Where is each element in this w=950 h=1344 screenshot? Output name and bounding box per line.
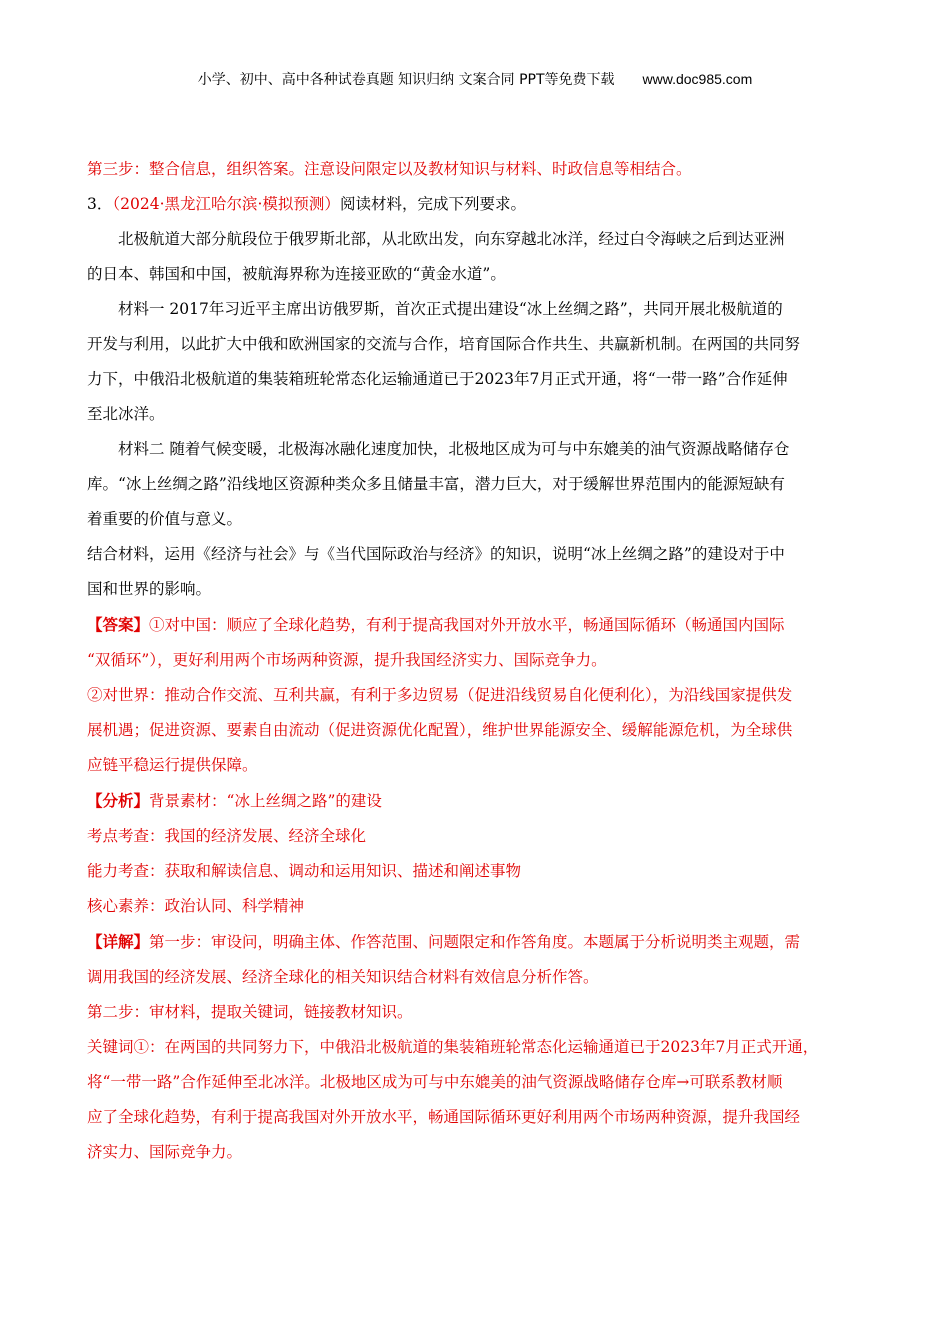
page-header xyxy=(0,69,950,89)
analysis-label: 【分析】 xyxy=(87,791,150,810)
detail-text-1: 第一步：审设问，明确主体、作答范围、问题限定和作答角度。本题属于分析说明类主观题，需 xyxy=(149,933,801,951)
detail-line-1 xyxy=(87,924,864,960)
task-line-1: 结合材料，运用《经济与社会》与《当代国际政治与经济》的知识，说明“冰上丝绸之路”的建设对于中 xyxy=(87,545,785,563)
keyword-line-1: 关键词①：在两国的共同努力下，中俄沿北极航道的集装箱班轮常态化运输通道已于2023年7月正式开通， xyxy=(87,1038,819,1056)
detail-label: 【详解】 xyxy=(87,932,150,951)
answer-label: 【答案】 xyxy=(87,615,150,634)
material1-line-1: 材料一 2017年习近平主席出访俄罗斯，首次正式提出建设“冰上丝绸之路”，共同开展北极航道的 xyxy=(118,300,783,318)
answer-line-3: ②对世界：推动合作交流、互利共赢，有利于多边贸易（促进沿线贸易自化便利化），为沿线国家提供发 xyxy=(87,686,793,704)
document-body xyxy=(87,152,864,1170)
intro-line-1: 北极航道大部分航段位于俄罗斯北部，从北欧出发，向东穿越北冰洋，经过白令海峡之后到达亚洲 xyxy=(118,230,785,248)
material1-line-4: 至北冰洋。 xyxy=(87,405,165,423)
material1-line-3: 力下，中俄沿北极航道的集装箱班轮常态化运输通道已于2023年7月正式开通，将“一带一路”合作延伸 xyxy=(87,370,788,388)
task-line-2: 国和世界的影响。 xyxy=(87,580,212,598)
analysis-ability: 能力考查：获取和解读信息、调动和运用知识、描述和阐述事物 xyxy=(87,862,522,880)
analysis-line-1 xyxy=(87,783,864,819)
material2-line-1: 材料二 随着气候变暖，北极海冰融化速度加快，北极地区成为可与中东媲美的油气资源战略储存仓 xyxy=(118,440,790,458)
answer-line-5: 应链平稳运行提供保障。 xyxy=(87,756,258,774)
material1-line-2: 开发与利用，以此扩大中俄和欧洲国家的交流与合作，培育国际合作共生、共赢新机制。在两国的共同努 xyxy=(87,335,801,353)
analysis-literacy: 核心素养：政治认同、科学精神 xyxy=(87,897,305,915)
answer-text-1: ①对中国：顺应了全球化趋势，有利于提高我国对外开放水平，畅通国际循环（畅通国内国际 xyxy=(149,616,785,634)
analysis-points: 考点考查：我国的经济发展、经济全球化 xyxy=(87,827,367,845)
answer-line-1 xyxy=(87,607,864,643)
detail-step2: 第二步：审材料，提取关键词，链接教材知识。 xyxy=(87,1003,413,1021)
question-source: （2024·黑龙江哈尔滨·模拟预测） xyxy=(112,195,340,213)
question-number: 3． xyxy=(87,195,113,213)
intro-line-2: 的日本、韩国和中国，被航海界称为连接亚欧的“黄金水道”。 xyxy=(87,265,506,283)
question-header xyxy=(87,187,864,222)
keyword-line-2: 将“一带一路”合作延伸至北冰洋。北极地区成为可与中东媲美的油气资源战略储存仓库→可联系教材顺 xyxy=(87,1073,783,1091)
analysis-background: 背景素材：“冰上丝绸之路”的建设 xyxy=(149,792,382,810)
detail-line-2: 调用我国的经济发展、经济全球化的相关知识结合材料有效信息分析作答。 xyxy=(87,968,599,986)
answer-line-2: “双循环”），更好利用两个市场两种资源，提升我国经济实力、国际竞争力。 xyxy=(87,651,607,669)
question-instruction: 阅读材料，完成下列要求。 xyxy=(339,195,526,213)
material2-line-2: 库。“冰上丝绸之路”沿线地区资源种类众多且储量丰富，潜力巨大，对于缓解世界范围内的能源短缺有 xyxy=(87,475,785,493)
answer-line-4: 展机遇；促进资源、要素自由流动（促进资源优化配置），维护世界能源安全、缓解能源危机，为全球供 xyxy=(87,721,793,739)
keyword-line-3: 应了全球化趋势，有利于提高我国对外开放水平，畅通国际循环更好利用两个市场两种资源，提升我国经 xyxy=(87,1108,801,1126)
material2-line-3: 着重要的价值与意义。 xyxy=(87,510,243,528)
header-text: 小学、初中、高中各种试卷真题 知识归纳 文案合同 PPT等免费下载 xyxy=(197,72,615,88)
step3-line: 第三步：整合信息，组织答案。注意设问限定以及教材知识与材料、时政信息等相结合。 xyxy=(87,160,692,178)
header-site-link[interactable]: www.doc985.com xyxy=(642,71,753,87)
keyword-line-4: 济实力、国际竞争力。 xyxy=(87,1143,243,1161)
